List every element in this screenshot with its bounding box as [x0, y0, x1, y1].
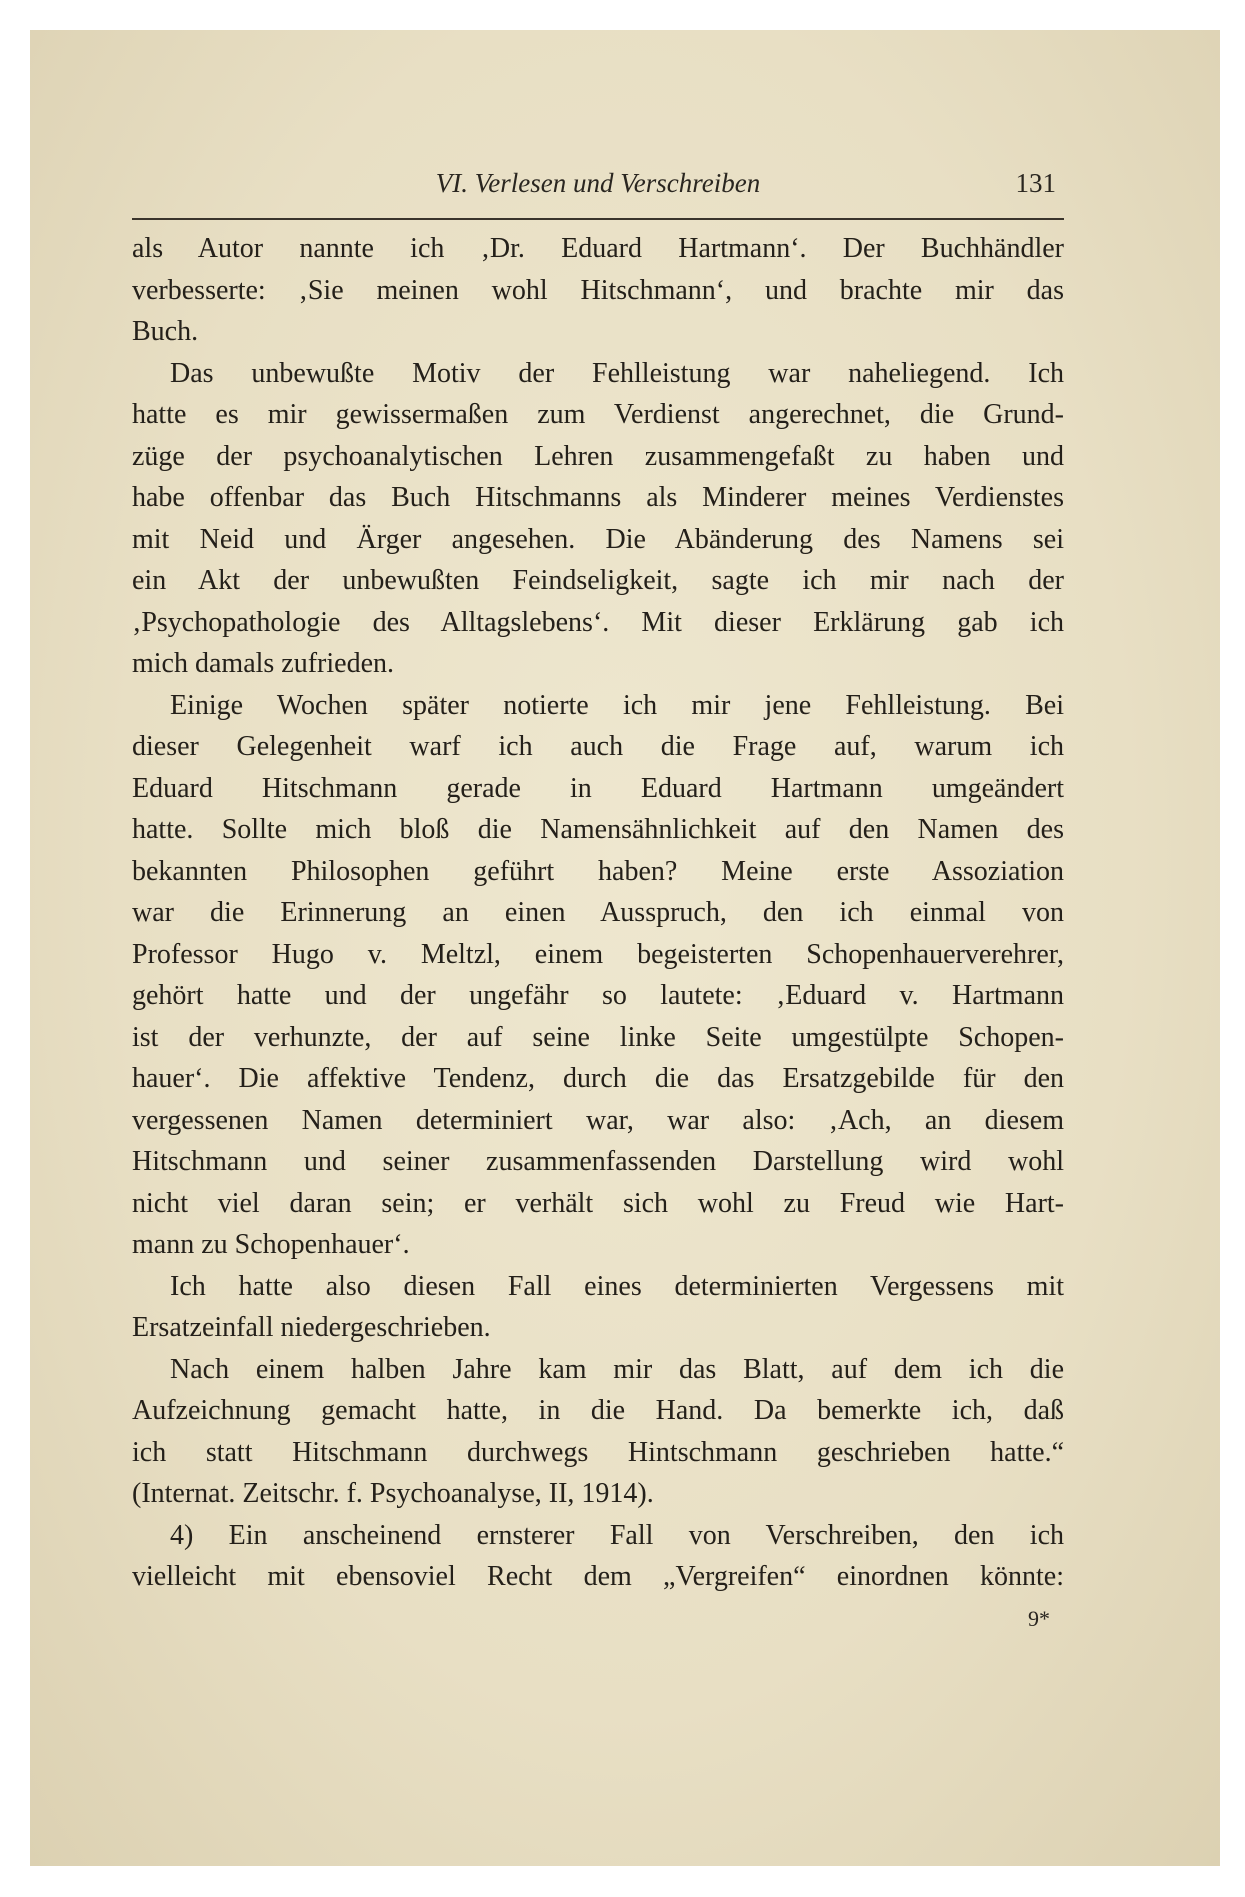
text-line: ist der verhunzte, der auf seine linke Seite umgestülpte Schopen- [132, 1021, 1064, 1053]
body-text [132, 228, 1064, 1598]
text-line: mich damals zufrieden. [132, 648, 395, 679]
text-line: war die Erinnerung an einen Ausspruch, den ich einmal von [132, 897, 1064, 928]
text-line: dieser Gelegenheit warf ich auch die Frage auf, warum ich [132, 731, 1064, 762]
text-line: züge der psychoanalytischen Lehren zusammengefaßt zu haben und [132, 440, 1064, 472]
text-line: Eduard Hitschmann gerade in Eduard Hartmann umgeändert [132, 772, 1064, 804]
text-line: hatte. Sollte mich bloß die Namensähnlichkeit auf den Namen des [132, 814, 1064, 845]
text-line: als Autor nannte ich ‚Dr. Eduard Hartmann‘. Der Buchhändler [132, 233, 1064, 264]
text-line: verbesserte: ‚Sie meinen wohl Hitschmann‘, und brachte mir das [132, 274, 1064, 306]
text-line: mit Neid und Ärger angesehen. Die Abänderung des Namens sei [132, 523, 1064, 555]
text-line: Ich hatte also diesen Fall eines determinierten Vergessens mit [170, 1270, 1064, 1302]
text-line: mann zu Schopenhauer‘. [132, 1229, 410, 1260]
signature-mark: 9* [1028, 1606, 1050, 1631]
text-line: Buch. [132, 316, 199, 347]
text-line: hauer‘. Die affektive Tendenz, durch die das Ersatzgebilde für den [132, 1063, 1064, 1094]
text-line: gehört hatte und der ungefähr so lautete: ‚Eduard v. Hartmann [132, 980, 1064, 1011]
text-line: habe offenbar das Buch Hitschmanns als Minderer meines Verdienstes [132, 482, 1064, 513]
text-line: (Internat. Zeitschr. f. Psychoanalyse, II, 1914). [132, 1478, 654, 1509]
text-line: Aufzeichnung gemacht hatte, in die Hand. Da bemerkte ich, daß [132, 1395, 1064, 1426]
text-line: Das unbewußte Motiv der Fehlleistung war naheliegend. Ich [170, 357, 1064, 389]
text-line: hatte es mir gewissermaßen zum Verdienst angerechnet, die Grund- [132, 399, 1064, 430]
text-line: Einige Wochen später notierte ich mir jene Fehlleistung. Bei [170, 689, 1064, 721]
text-line: vielleicht mit ebensoviel Recht dem „Vergreifen“ einordnen könnte: [132, 1561, 1064, 1592]
text-line: Ersatzeinfall niedergeschrieben. [132, 1312, 491, 1343]
text-line: ein Akt der unbewußten Feindseligkeit, sagte ich mir nach der [132, 565, 1064, 596]
chapter-title: VI. Verlesen und Verschreiben [435, 168, 761, 198]
header-rule [132, 218, 1064, 220]
text-line: bekannten Philosophen geführt haben? Meine erste Assoziation [132, 855, 1064, 887]
text-line: Professor Hugo v. Meltzl, einem begeisterten Schopenhauerverehrer, [132, 938, 1064, 970]
text-line: 4) Ein anscheinend ernsterer Fall von Verschreiben, den ich [170, 1519, 1064, 1551]
text-line: nicht viel daran sein; er verhält sich wohl zu Freud wie Hart- [132, 1187, 1064, 1219]
text-line: ‚Psychopathologie des Alltagslebens‘. Mit dieser Erklärung gab ich [132, 606, 1064, 638]
text-line: Hitschmann und seiner zusammenfassenden Darstellung wird wohl [132, 1146, 1064, 1177]
text-line: vergessenen Namen determiniert war, war also: ‚Ach, an diesem [132, 1104, 1064, 1136]
running-header-text [132, 168, 1064, 204]
text-line: Nach einem halben Jahre kam mir das Blatt, auf dem ich die [170, 1353, 1064, 1385]
text-line: ich statt Hitschmann durchwegs Hintschmann geschrieben hatte.“ [132, 1436, 1064, 1468]
page-number: 131 [1015, 168, 1056, 198]
